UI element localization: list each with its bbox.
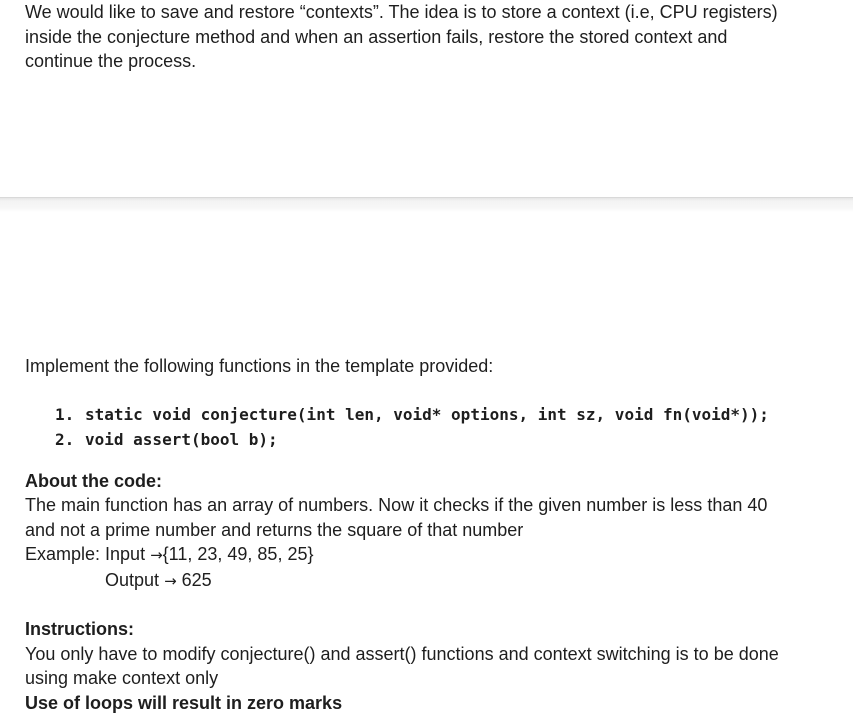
about-heading: About the code: bbox=[25, 470, 162, 491]
intro-paragraph bbox=[25, 0, 825, 74]
instructions-line-1: You only have to modify conjecture() and assert() functions and context switching is to be done bbox=[25, 643, 779, 664]
example-label: Example: Input bbox=[25, 544, 146, 564]
function-number: 2. bbox=[55, 429, 75, 449]
function-signature: void assert(bool b); bbox=[85, 429, 278, 449]
about-line-1: The main function has an array of numbers. Now it checks if the given number is less than 40 bbox=[25, 495, 768, 515]
spacer bbox=[25, 593, 835, 617]
example-output-value: 625 bbox=[181, 569, 212, 590]
function-item bbox=[55, 402, 835, 427]
loops-warning: Use of loops will result in zero marks bbox=[25, 692, 343, 713]
instructions-line-2: using make context only bbox=[25, 668, 219, 688]
section-divider bbox=[0, 197, 853, 212]
example-input-value: {11, 23, 49, 85, 25} bbox=[162, 544, 314, 564]
function-number: 1. bbox=[55, 404, 75, 424]
intro-line-2: inside the conjecture method and when an assertion fails, restore the stored context and bbox=[25, 26, 728, 47]
main-content bbox=[25, 354, 835, 715]
intro-line-1: We would like to save and restore “contexts”. The idea is to store a context (i.e, CPU registers) bbox=[25, 2, 778, 22]
function-list bbox=[25, 402, 835, 452]
example-input-line bbox=[25, 542, 835, 568]
function-item bbox=[55, 427, 835, 452]
output-label: Output bbox=[105, 569, 160, 590]
intro-line-3: continue the process. bbox=[25, 51, 197, 71]
example-output-line bbox=[25, 568, 835, 594]
arrow-icon: → bbox=[164, 571, 177, 590]
instructions-heading: Instructions: bbox=[25, 619, 135, 639]
arrow-icon: → bbox=[150, 546, 163, 564]
implement-heading: Implement the following functions in the template provided: bbox=[25, 356, 494, 376]
function-signature: static void conjecture(int len, void* options, int sz, void fn(void*)); bbox=[85, 404, 769, 424]
about-line-2: and not a prime number and returns the square of that number bbox=[25, 519, 524, 540]
